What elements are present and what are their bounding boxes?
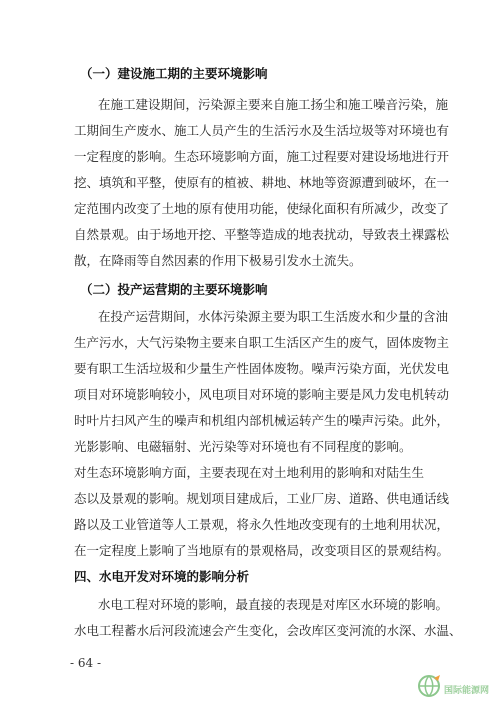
paragraph-line: 在一定程度上影响了当地原有的景观格局，改变项目区的景观结构。 — [74, 543, 450, 558]
paragraph-line: 生产污水，大气污染物主要来自职工生活区产生的废气，固体废物主 — [74, 335, 450, 350]
paragraph-line: 路以及工业管道等人工景观，将永久性地改变现有的土地利用状况， — [74, 517, 450, 532]
paragraph-line: 对生态环境影响方面，主要表现在对土地利用的影响和对陆生生 — [74, 465, 425, 480]
page-number: - 64 - — [70, 656, 102, 670]
paragraph-line: 光影影响、电磁辐射、光污染等对环境也有不同程度的影响。 — [74, 439, 412, 454]
paragraph-line: 时叶片扫风产生的噪声和机组内部机械运转产生的噪声污染。此外， — [74, 413, 450, 428]
paragraph-line: 工期间生产废水、施工人员产生的生活污水及生活垃圾等对环境也有 — [74, 123, 450, 138]
paragraph-line: 项目对环境影响较小，风电项目对环境的影响主要是风力发电机转动 — [74, 387, 450, 402]
paragraph-line: 散，在降雨等自然因素的作用下极易引发水土流失。 — [74, 253, 362, 268]
paragraph-line: 定范围内改变了土地的原有使用功能，使绿化面积有所减少，改变了 — [74, 201, 450, 216]
paragraph-line: 自然景观。由于场地开挖、平整等造成的地表扰动，导致表土裸露松 — [74, 227, 450, 242]
paragraph-line: 一定程度的影响。生态环境影响方面，施工过程要对建设场地进行开 — [74, 149, 450, 164]
paragraph-line: 态以及景观的影响。规划项目建成后，工业厂房、道路、供电通话线 — [74, 491, 450, 506]
paragraph-line: 要有职工生活垃圾和少量生产性固体废物。噪声污染方面，光伏发电 — [74, 361, 450, 376]
paragraph-line: 在施工建设期间，污染源主要来自施工扬尘和施工噪音污染，施 — [98, 97, 449, 112]
section-heading-construction: （一）建设施工期的主要环境影响 — [80, 66, 268, 81]
section-heading-operation: （二）投产运营期的主要环境影响 — [80, 282, 268, 297]
paragraph-line: 在投产运营期间，水体污染源主要为职工生活废水和少量的含油 — [98, 309, 449, 324]
section-heading-hydropower: 四、水电开发对环境的影响分析 — [74, 569, 250, 584]
paragraph-line: 水电工程蓄水后河段流速会产生变化，会改库区变河流的水深、水温、 — [74, 623, 462, 638]
paragraph-line: 水电工程对环境的影响，最直接的表现是对库区水环境的影响。 — [98, 597, 449, 612]
watermark — [416, 669, 494, 703]
paragraph-line: 挖、填筑和平整，使原有的植被、耕地、林地等资源遭到破坏，在一 — [74, 175, 450, 190]
watermark-text: 国际能源网 — [444, 686, 490, 696]
globe-logo-icon — [416, 673, 442, 699]
